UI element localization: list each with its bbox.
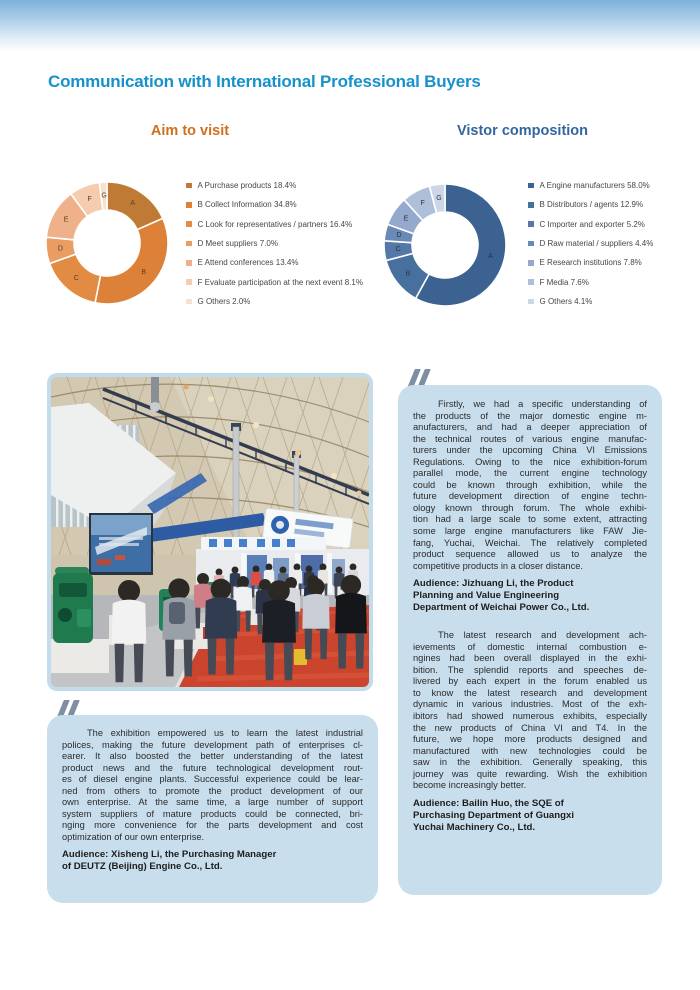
text-line: parallel mode, the current engine technology xyxy=(413,468,647,479)
legend-swatch xyxy=(186,279,192,285)
legend-item xyxy=(186,253,363,272)
text-line: the technical routes of various engine manufac- xyxy=(413,433,647,444)
slice-letter: E xyxy=(403,215,409,223)
legend-label: D Raw material / suppliers 4.4% xyxy=(539,239,654,249)
legend-item xyxy=(528,176,653,195)
text-line: Department of Weichai Power Co., Ltd. xyxy=(413,602,590,614)
text-line: bition. The splendid reports and speeches de- xyxy=(413,664,647,675)
text-line: ned from others to promote the product development of our xyxy=(62,785,363,796)
exhibition-photo-art xyxy=(51,377,369,687)
chart-title-aim-to-visit: Aim to visit xyxy=(150,123,230,139)
header-gradient xyxy=(0,0,700,52)
legend-item xyxy=(186,176,363,195)
legend-label: D Meet suppliers 7.0% xyxy=(197,239,278,249)
legend-label: C Importer and exporter 5.2% xyxy=(539,219,645,229)
legend-label: A Purchase products 18.4% xyxy=(197,181,297,191)
text-line: The latest research and development ach- xyxy=(438,630,647,641)
slice-letter: A xyxy=(130,200,136,208)
text-line: journey was quite rewarding. Wish the exhibition xyxy=(413,768,647,779)
legend-swatch xyxy=(528,299,534,305)
text-line: could be known through exhibition, while the xyxy=(413,479,647,490)
text-line: polices, making the future development path of enterprises cl- xyxy=(62,739,363,750)
text-line: Yuchai Machinery Co., Ltd. xyxy=(413,821,536,833)
text-line: livered by each expert in the forum enabled us xyxy=(413,676,647,687)
slice-letter: G xyxy=(436,194,442,202)
testimonial-paragraph xyxy=(413,399,647,572)
slice-letter: E xyxy=(63,216,69,224)
text-line: Purchasing Department of Guangxi xyxy=(413,809,574,821)
legend-swatch xyxy=(186,183,192,189)
text-line: anufacturers, and had a deeper appreciation of xyxy=(413,422,647,433)
text-line: ngines had been overall displayed in the exhi- xyxy=(413,653,647,664)
testimonial-paragraph xyxy=(62,728,363,843)
legend-label: G Others 4.1% xyxy=(539,296,593,306)
donut-chart-visitor-composition xyxy=(381,181,509,309)
slice-letter: B xyxy=(405,270,411,278)
legend-item xyxy=(528,215,653,234)
legend-label: G Others 2.0% xyxy=(197,296,251,306)
text-line: optimization of our own enterprise. xyxy=(62,831,205,842)
legend-swatch xyxy=(186,202,192,208)
text-line: nging more convenience for the parts development and cost xyxy=(62,820,363,831)
testimonial-audience xyxy=(413,578,647,614)
legend-swatch xyxy=(528,221,534,227)
chart-visitor-composition xyxy=(375,122,670,322)
text-line: own enterprise. At the same time, a large number of support xyxy=(62,797,363,808)
text-line: Firstly, we had a specific understanding of xyxy=(438,399,647,409)
legend-item xyxy=(528,253,653,272)
text-line: the new products of China VI and T4. In the xyxy=(413,722,647,733)
exhibition-photo xyxy=(47,373,373,691)
legend-swatch xyxy=(528,183,534,189)
slice-letter: A xyxy=(488,253,493,261)
text-line: dynamic in various industries. Most of the exh- xyxy=(413,699,647,710)
text-line: saw in the exhibition. Generally speaking, this xyxy=(413,757,647,768)
legend-aim-to-visit xyxy=(186,176,363,311)
testimonial-left xyxy=(47,715,378,903)
testimonial-paragraph xyxy=(413,630,647,792)
legend-label: E Research institutions 7.8% xyxy=(539,258,642,268)
legend-label: C Look for representatives / partners 16.4% xyxy=(197,219,353,229)
text-line: Regulations. Owing to the nice exhibition-forum xyxy=(413,456,647,467)
slice-letter: F xyxy=(420,200,425,208)
legend-label: B Collect Information 34.8% xyxy=(197,200,297,210)
legend-item xyxy=(186,234,363,253)
text-line: ibitors had showed numerous exhibits, especially xyxy=(413,711,647,722)
text-line: product news and the future technological development rout- xyxy=(62,762,363,773)
testimonial-left-body xyxy=(47,715,378,873)
text-line: turers under the upcoming China VI Emissions xyxy=(413,445,647,456)
legend-swatch xyxy=(528,241,534,247)
donut-chart-aim-to-visit xyxy=(43,179,171,307)
text-line: fang, Yuchai, Weichai. The relatively completed xyxy=(413,537,647,548)
legend-label: F Media 7.6% xyxy=(539,277,589,287)
legend-item xyxy=(186,292,363,311)
legend-item xyxy=(528,292,653,311)
text-line: Audience: Jizhuang Li, the Product xyxy=(413,578,574,590)
chart-aim-to-visit xyxy=(40,122,363,322)
legend-swatch xyxy=(186,260,192,266)
legend-item xyxy=(186,215,363,234)
chart-title-visitor-composition: Vistor composition xyxy=(456,123,589,139)
text-line: Audience: Xisheng Li, the Purchasing Manager xyxy=(62,849,277,861)
text-line: tion had a large scale to some extent, attracting xyxy=(413,514,647,525)
text-line: future development direction of engine techn- xyxy=(413,491,647,502)
text-line: es of diesel engine plants. Successful experience could be lear- xyxy=(62,774,363,785)
slice-letter: G xyxy=(101,192,107,200)
slice-letter: B xyxy=(141,268,147,276)
text-line: ology known through forum. The whole exhibi- xyxy=(413,502,647,513)
legend-swatch xyxy=(186,241,192,247)
legend-label: A Engine manufacturers 58.0% xyxy=(539,181,650,191)
testimonial-right xyxy=(398,385,662,895)
text-line: manufactured with new technologies could be xyxy=(413,745,647,756)
legend-item xyxy=(186,195,363,214)
legend-swatch xyxy=(186,299,192,305)
testimonial-audience xyxy=(62,849,363,873)
photo-led-screen xyxy=(89,513,153,575)
legend-label: F Evaluate participation at the next event 8.1% xyxy=(197,277,363,287)
slice-letter: D xyxy=(57,245,63,253)
text-line: to know the latest research and development xyxy=(413,687,647,698)
legend-item xyxy=(528,234,653,253)
text-line: future, we hope more products designed and xyxy=(413,734,647,745)
text-line: Planning and Value Engineering xyxy=(413,590,560,602)
text-line: product sequence allowed us to analyze the xyxy=(413,549,647,560)
legend-label: E Attend conferences 13.4% xyxy=(197,258,299,268)
legend-swatch xyxy=(186,221,192,227)
testimonial-audience xyxy=(413,798,647,834)
text-line: the products of the major domestic engine m- xyxy=(413,410,647,421)
legend-swatch xyxy=(528,260,534,266)
slice-letter: C xyxy=(73,275,79,283)
text-line: ievements of domestic internal combustion e- xyxy=(413,641,647,652)
slice-letter: F xyxy=(87,195,92,203)
text-line: of DEUTZ (Beijing) Engine Co., Ltd. xyxy=(62,861,223,873)
slice-letter: C xyxy=(395,245,401,253)
slice-letter: D xyxy=(396,231,402,239)
legend-item xyxy=(528,272,653,291)
page-title: Communication with International Professional Buyers xyxy=(48,72,481,91)
text-line: earer. It also boosted the better understanding of the latest xyxy=(62,751,363,762)
legend-label: B Distributors / agents 12.9% xyxy=(539,200,644,210)
legend-item xyxy=(528,195,653,214)
text-line: some large engine manufacturers like FAW Jie- xyxy=(413,526,647,537)
testimonial-right-body xyxy=(398,385,662,834)
text-line: become increasingly better. xyxy=(413,780,527,791)
text-line: system suppliers of mature products could be connected, bri- xyxy=(62,808,363,819)
text-line: The exhibition empowered us to learn the latest industrial xyxy=(87,728,363,738)
legend-item xyxy=(186,272,363,291)
donut-slice-b xyxy=(95,218,168,304)
legend-swatch xyxy=(528,202,534,208)
text-line: competitive products in a closer distance. xyxy=(413,560,584,571)
text-line: Audience: Bailin Huo, the SQE of xyxy=(413,797,564,809)
legend-visitor-composition xyxy=(528,176,653,311)
legend-swatch xyxy=(528,279,534,285)
